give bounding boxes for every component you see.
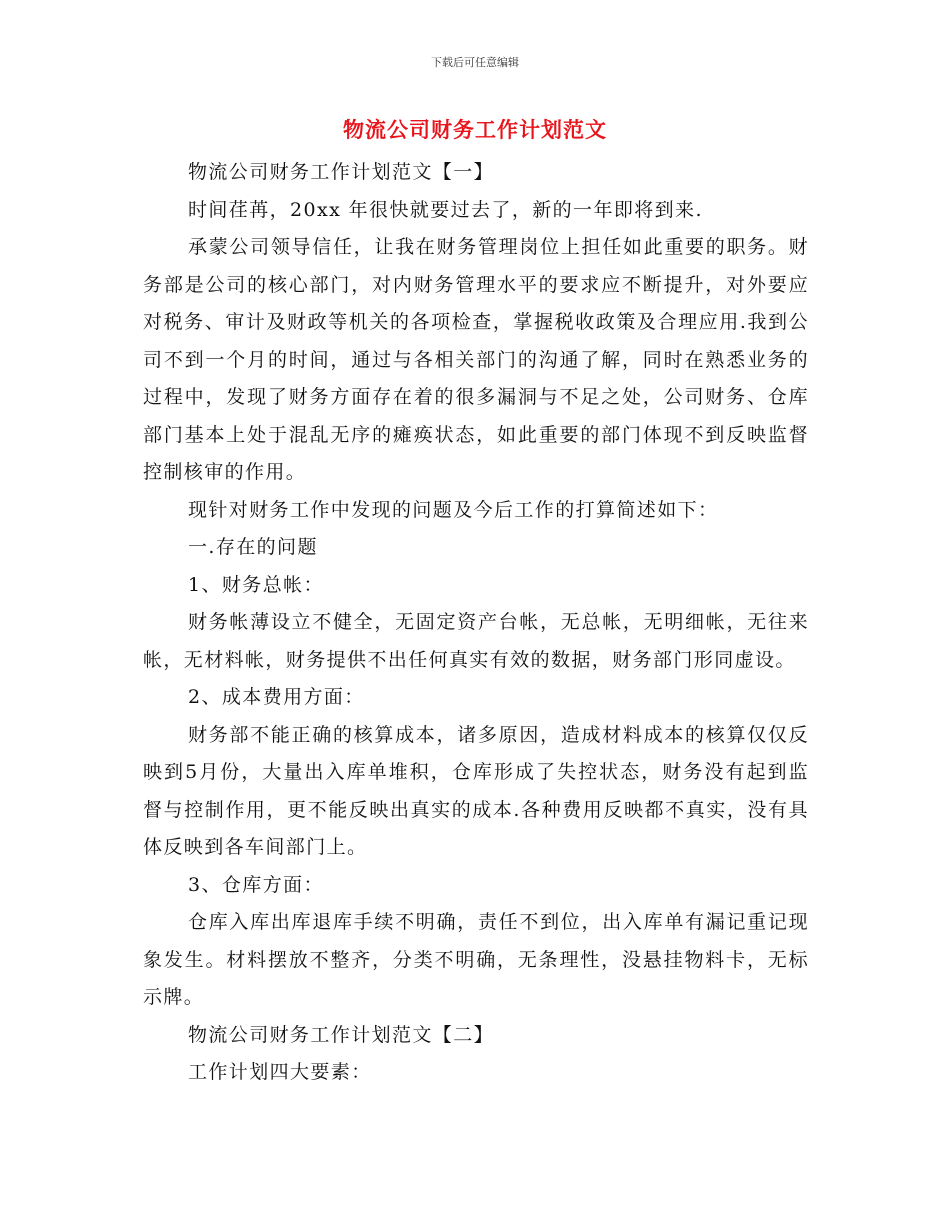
subheading-general-ledger: 1、财务总帐：	[188, 573, 324, 596]
paragraph: 财务帐薄设立不健全，无固定资产台帐，无总帐，无明细帐，无往来帐，无材料帐，财务提供不出任何真实有效的数据，财务部门形同虚设。	[143, 611, 809, 671]
paragraph: 承蒙公司领导信任，让我在财务管理岗位上担任如此重要的职务。财务部是公司的核心部门，对内财务管理水平的要求应不断提升，对外要应对税务、审计及财政等机关的各项检查，掌握税收政策及合理应用.我到公司不到一个月的时间，通过与各相关部门的沟通了解，同时在熟悉业务的过程中，发现了财务方面存在着的很多漏洞与不足之处，公司财务、仓库部门基本上处于混乱无序的瘫痪状态，如此重要的部门体现不到反映监督控制核审的作用。	[143, 236, 809, 483]
document-body	[143, 154, 809, 1092]
paragraph: 仓库入库出库退库手续不明确，责任不到位，出入库单有漏记重记现象发生。材料摆放不整齐，分类不明确，无条理性，没悬挂物料卡，无标示牌。	[143, 911, 809, 1008]
subheading-problems: 一.存在的问题	[188, 536, 318, 558]
paragraph: 财务部不能正确的核算成本，诸多原因，造成材料成本的核算仅仅反映到5月份，大量出入库单堆积，仓库形成了失控状态，财务没有起到监督与控制作用，更不能反映出真实的成本.各种费用反映都不真实，没有具体反映到各车间部门上。	[143, 723, 809, 858]
paragraph: 工作计划四大要素：	[188, 1061, 372, 1083]
paragraph: 现针对财务工作中发现的问题及今后工作的打算简述如下：	[188, 498, 719, 521]
section-heading-1: 物流公司财务工作计划范文【一】	[188, 161, 495, 183]
document-title: 物流公司财务工作计划范文	[343, 118, 607, 142]
subheading-cost: 2、成本费用方面：	[188, 686, 365, 708]
subheading-warehouse: 3、仓库方面：	[188, 873, 324, 896]
section-heading-2: 物流公司财务工作计划范文【二】	[188, 1023, 495, 1046]
paragraph: 时间荏苒，20xx 年很快就要过去了，新的一年即将到来.	[188, 198, 703, 221]
header-note: 下载后可任意编辑	[431, 56, 519, 69]
